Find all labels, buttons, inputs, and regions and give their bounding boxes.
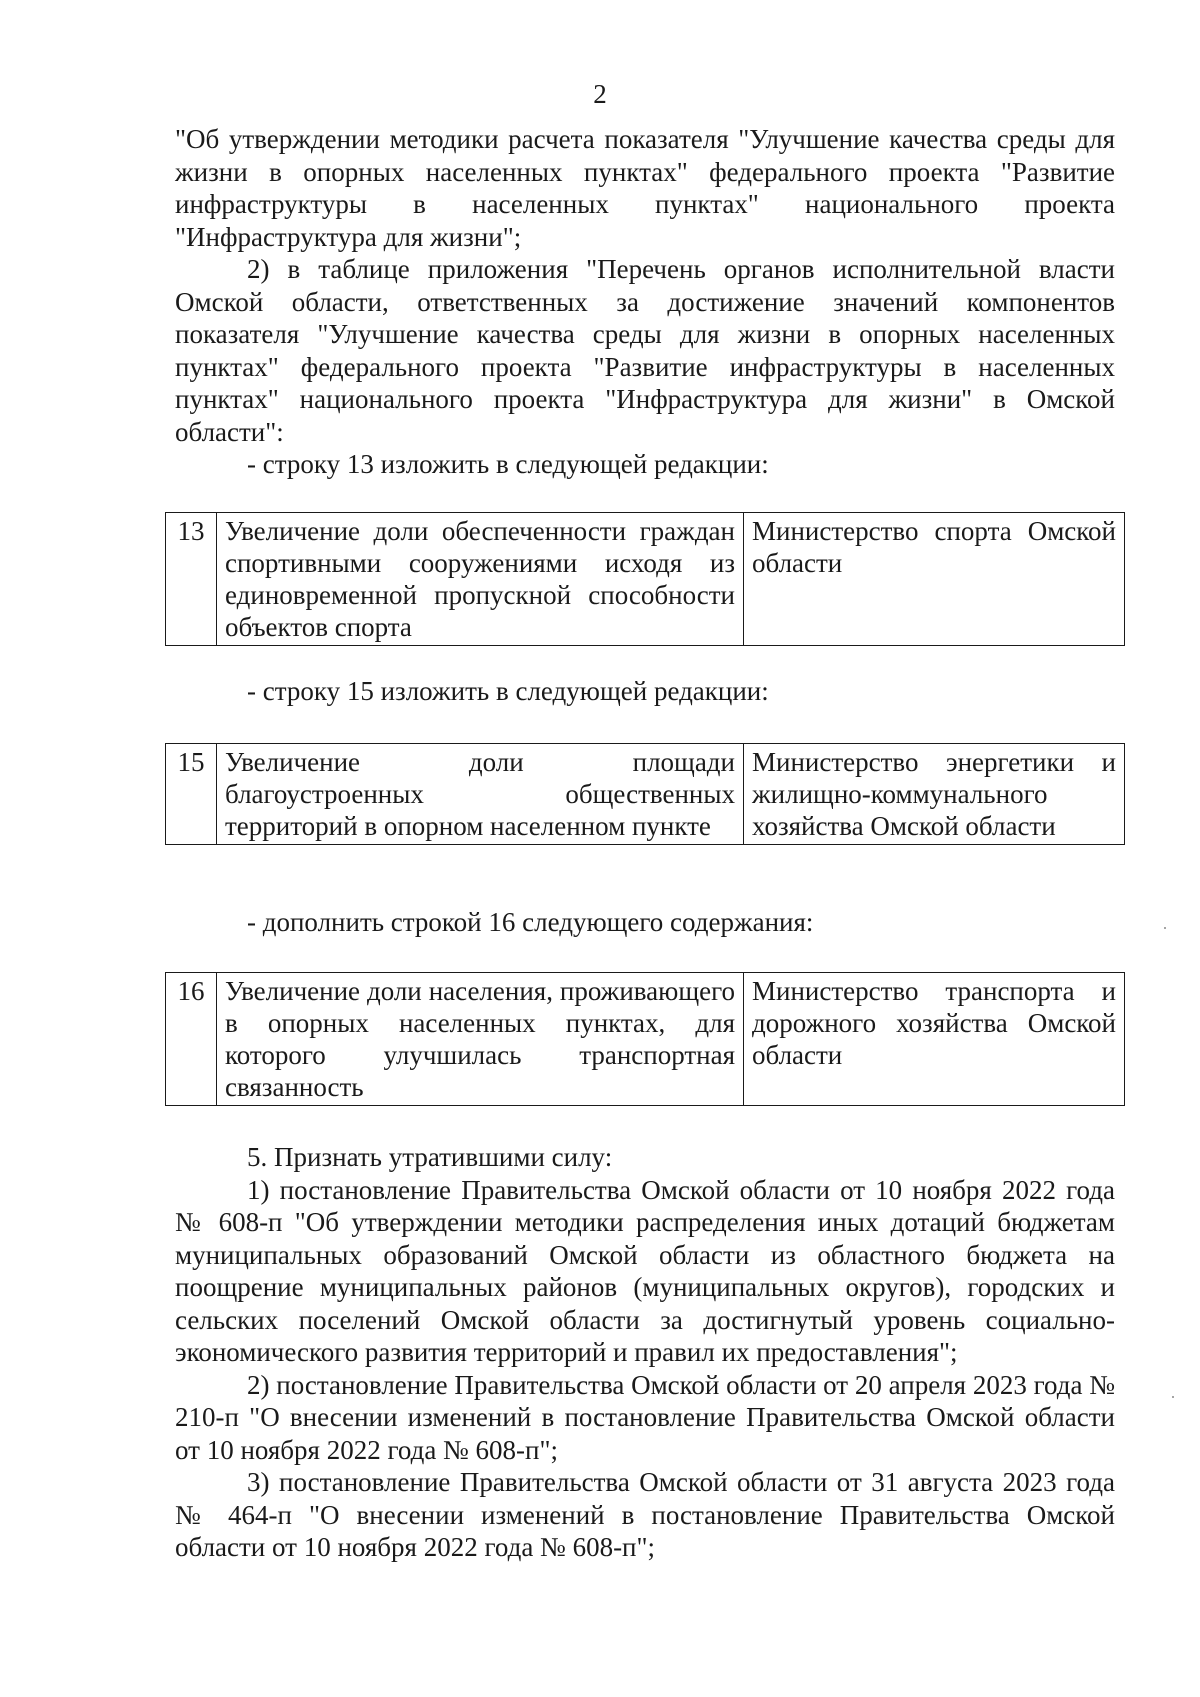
table-row xyxy=(166,744,1125,845)
row-15-instruction-block xyxy=(175,675,1115,708)
intro-continuation: "Об утверждении методики расчета показателя "Улучшение качества среды для жизни в опорных населенных пунктах" федерального проекта "Развитие инфраструктуры в населенных пунктах" национального проекта "Инфраструктура для жизни"; xyxy=(175,124,1115,252)
row-number: 16 xyxy=(166,973,217,1106)
intro-block xyxy=(175,123,1115,481)
responsible-organization: Министерство спорта Омской области xyxy=(744,513,1125,646)
row-number: 15 xyxy=(166,744,217,845)
indicator-description: Увеличение доли площади благоустроенных общественных территорий в опорном населенном пункте xyxy=(217,744,744,845)
row-15-instruction: - строку 15 изложить в следующей редакции: xyxy=(247,676,769,706)
row-number: 13 xyxy=(166,513,217,646)
section-5-heading: 5. Признать утратившими силу: xyxy=(247,1142,613,1172)
responsible-organization: Министерство энергетики и жилищно-коммунального хозяйства Омской области xyxy=(744,744,1125,845)
table-row-16 xyxy=(165,972,1125,1106)
table-row-13 xyxy=(165,512,1125,646)
row-16-instruction-block xyxy=(175,906,1115,939)
table-row-15 xyxy=(165,743,1125,845)
page-number: 2 xyxy=(593,79,607,109)
section-5-block xyxy=(175,1141,1115,1564)
scan-speck xyxy=(1172,1396,1174,1398)
section-5-item-2: 2) постановление Правительства Омской области от 20 апреля 2023 года № 210-п "О внесении изменений в постановление Правительства Омской области от 10 ноября 2022 года № 608-п"; xyxy=(175,1369,1115,1465)
indicator-description: Увеличение доли населения, проживающего в опорных населенных пунктах, для которого улучшилась транспортная связанность xyxy=(217,973,744,1106)
row-13-instruction: - строку 13 изложить в следующей редакции: xyxy=(247,449,769,479)
row-16-instruction: - дополнить строкой 16 следующего содержания: xyxy=(247,907,814,937)
item-2-paragraph: 2) в таблице приложения "Перечень органов исполнительной власти Омской области, ответственных за достижение значений компонентов показателя "Улучшение качества среды для жизни в опорных населенных пунктах" федерального проекта "Развитие инфраструктуры в населенных пунктах" национального проекта "Инфраструктура для жизни" в Омской области": xyxy=(175,254,1115,447)
section-5-item-3: 3) постановление Правительства Омской области от 31 августа 2023 года № 464-п "О внесении изменений в постановление Правительства Омской области от 10 ноября 2022 года № 608-п"; xyxy=(175,1467,1115,1562)
responsible-organization: Министерство транспорта и дорожного хозяйства Омской области xyxy=(744,973,1125,1106)
indicator-description: Увеличение доли обеспеченности граждан спортивными сооружениями исходя из единовременной пропускной способности объектов спорта xyxy=(217,513,744,646)
scan-speck xyxy=(1164,927,1166,929)
table-row xyxy=(166,973,1125,1106)
section-5-item-1: 1) постановление Правительства Омской области от 10 ноября 2022 года № 608-п "Об утверждении методики распределения иных дотаций бюджетам муниципальных образований Омской области из областного бюджета на поощрение муниципальных районов (муниципальных округов), городских и сельских поселений Омской области за достигнутый уровень социально-экономического развития территорий и правил их предоставления"; xyxy=(175,1174,1115,1367)
table-row xyxy=(166,513,1125,646)
